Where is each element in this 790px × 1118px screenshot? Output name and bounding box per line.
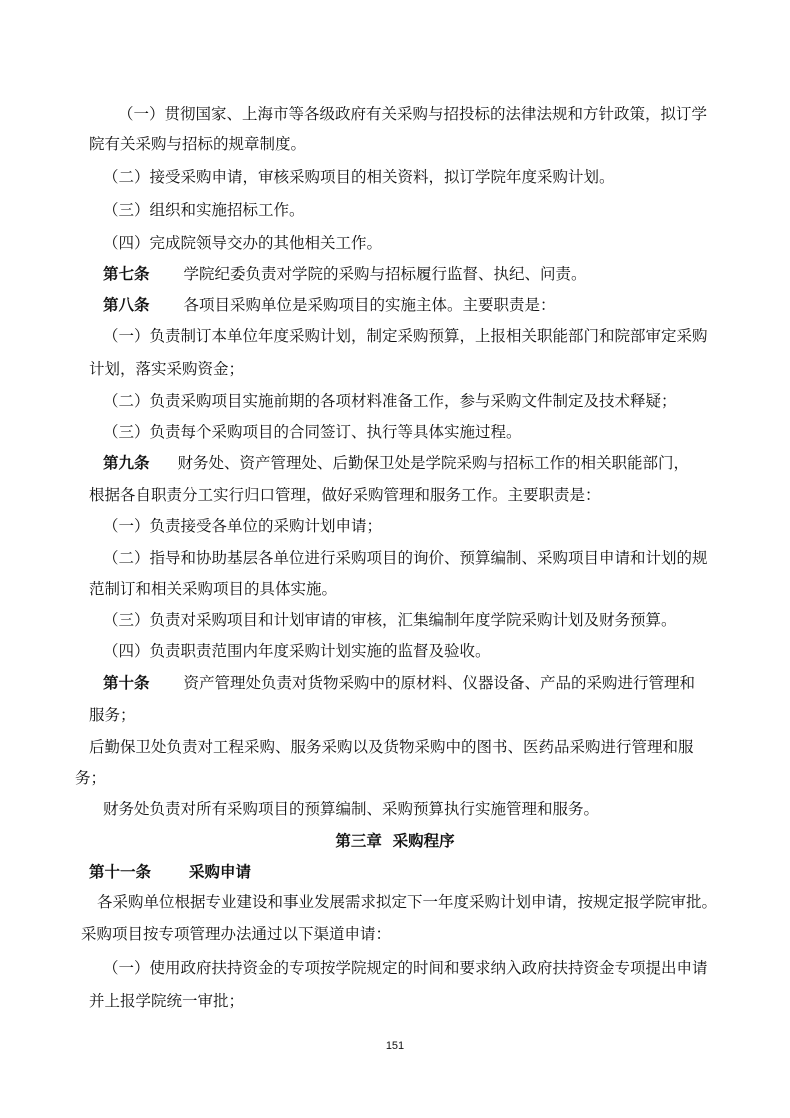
article-text: 各项目采购单位是采购项目的实施主体。主要职责是：: [183, 296, 556, 314]
text-line: 财务处负责对所有采购项目的预算编制、采购预算执行实施管理和服务。: [103, 800, 600, 818]
text-line: （二）负责采购项目实施前期的各项材料准备工作，参与采购文件制定及技术释疑；: [103, 392, 677, 410]
text-line: （一）使用政府扶持资金的专项按学院规定的时间和要求纳入政府扶持资金专项提出申请: [103, 959, 708, 977]
text-line: 院有关采购与招标的规章制度。: [89, 135, 307, 153]
page-number: 151: [385, 1040, 405, 1052]
text-line: 后勤保卫处负责对工程采购、服务采购以及货物采购中的图书、医药品采购进行管理和服: [89, 738, 694, 756]
article-9: [103, 453, 689, 473]
article-label: 第十条: [103, 674, 150, 692]
article-text: 财务处、资产管理处、后勤保卫处是学院采购与招标工作的相关职能部门，: [177, 454, 690, 472]
text-line: 务；: [75, 769, 107, 787]
text-line: 并上报学院统一审批；: [89, 992, 245, 1010]
text-line: 服务；: [89, 706, 136, 724]
text-line: （四）完成院领导交办的其他相关工作。: [103, 234, 383, 252]
text-line: （二）指导和协助基层各单位进行采购项目的询价、预算编制、采购项目申请和计划的规: [103, 549, 708, 567]
text-line: 采购项目按专项管理办法通过以下渠道申请：: [81, 925, 392, 943]
text-line: （二）接受采购申请，审核采购项目的相关资料，拟订学院年度采购计划。: [103, 168, 615, 186]
text-line: （一）负责制订本单位年度采购计划，制定采购预算，上报相关职能部门和院部审定采购: [103, 327, 708, 345]
article-label: 第七条: [103, 265, 150, 283]
text-line: （一）贯彻国家、上海市等各级政府有关采购与招投标的法律法规和方针政策，拟订学: [118, 105, 708, 123]
text-line: （三）负责对采购项目和计划审请的审核，汇集编制年度学院采购计划及财务预算。: [103, 611, 677, 629]
article-7: [103, 264, 587, 284]
article-heading: 采购申请: [189, 863, 252, 881]
article-label: 第八条: [103, 296, 150, 314]
chapter-title: 第三章 采购程序: [335, 832, 455, 850]
article-text: 学院纪委负责对学院的采购与招标履行监督、执纪、问责。: [183, 265, 587, 283]
text-line: （四）负责职责范围内年度采购计划实施的监督及验收。: [103, 642, 491, 660]
text-line: 范制订和相关采购项目的具体实施。: [89, 580, 338, 598]
text-line: （三）组织和实施招标工作。: [103, 201, 305, 219]
article-label: 第九条: [103, 454, 150, 472]
text-line: 各采购单位根据专业建设和事业发展需求拟定下一年度采购计划申请，按规定报学院审批。: [97, 893, 718, 911]
article-text: 资产管理处负责对货物采购中的原材料、仪器设备、产品的采购进行管理和: [183, 674, 696, 692]
text-line: （三）负责每个采购项目的合同签订、执行等具体实施过程。: [103, 423, 522, 441]
text-line: （一）负责接受各单位的采购计划申请；: [103, 517, 383, 535]
article-label: 第十一条: [89, 863, 152, 881]
text-line: 计划，落实采购资金；: [89, 360, 245, 378]
text-line: 根据各自职责分工实行归口管理，做好采购管理和服务工作。主要职责是：: [89, 486, 601, 504]
article-11: [89, 862, 251, 882]
article-10: [103, 673, 695, 693]
article-8: [103, 295, 556, 315]
